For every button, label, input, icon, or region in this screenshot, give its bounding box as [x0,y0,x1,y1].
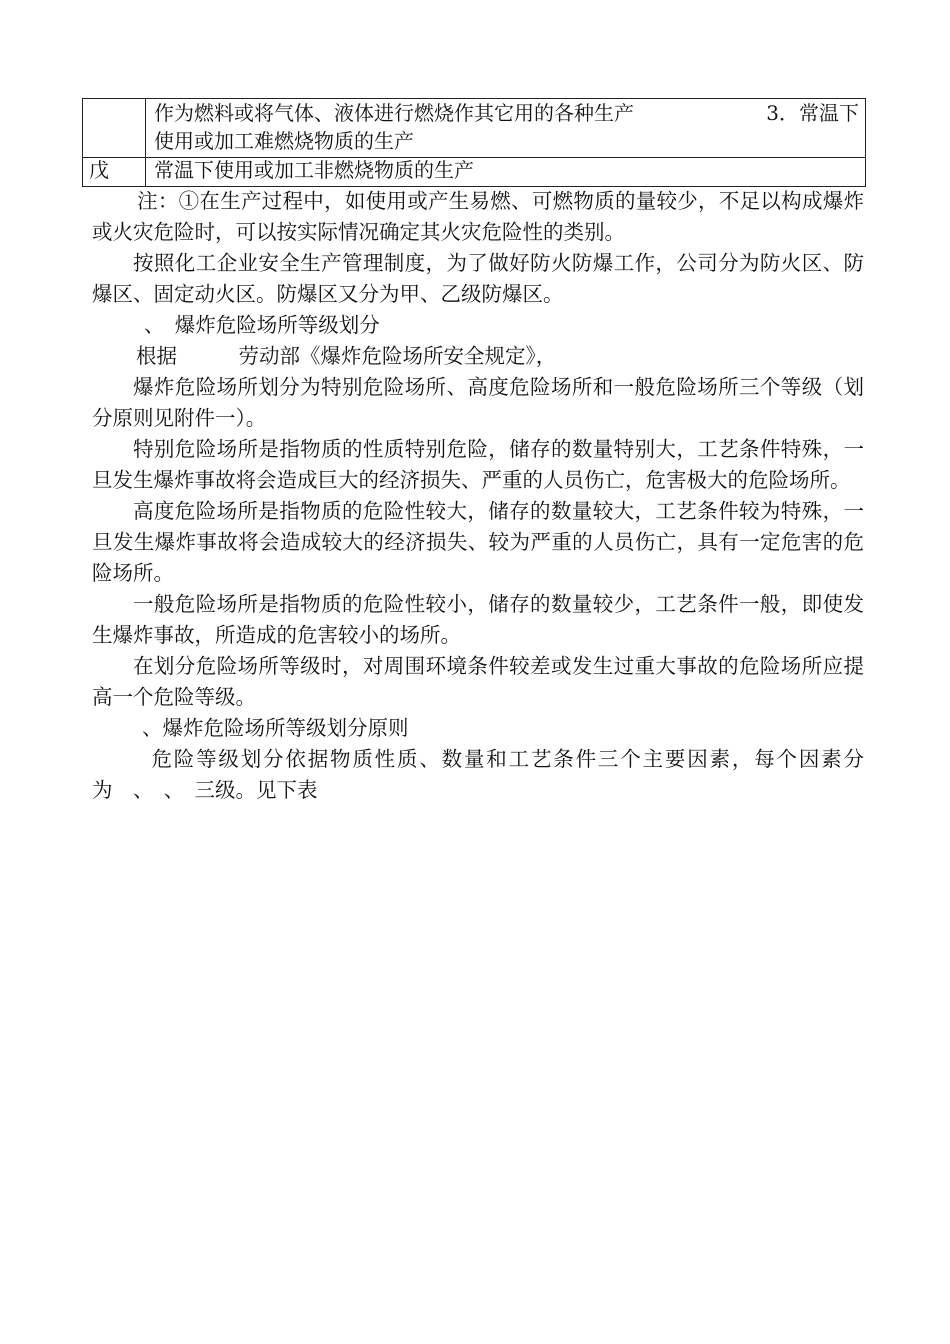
document-body [92,186,864,806]
section-heading: 、爆炸危险场所等级划分原则 [142,716,409,740]
raise-level-paragraph: 在划分危险场所等级时，对周围环境条件较差或发生过重大事故的危险场所应提高一个危险等级。 [92,654,864,709]
description-item-start: 3．常温下 [766,101,859,125]
high-hazard-paragraph: 高度危险场所是指物质的危险性较大，储存的数量较大，工艺条件较为特殊，一旦发生爆炸事故将会造成较大的经济损失、较为严重的人员伤亡，具有一定危害的危险场所。 [92,499,864,585]
hazard-category-cell: 戊 [83,158,146,187]
table-row [83,99,866,158]
special-hazard-paragraph: 特别危险场所是指物质的性质特别危险，储存的数量特别大，工艺条件特殊，一旦发生爆炸事故将会造成巨大的经济损失、严重的人员伤亡，危害极大的危险场所。 [92,437,864,492]
description-text: 作为燃料或将气体、液体进行燃烧作其它用的各种生产 [154,101,634,125]
description-line: 使用或加工难燃烧物质的生产 [154,129,414,153]
general-hazard-paragraph: 一般危险场所是指物质的危险性较小，储存的数量较少，工艺条件一般，即使发生爆炸事故，所造成的危害较小的场所。 [92,592,864,647]
hazard-description-cell [146,99,866,158]
zones-paragraph: 按照化工企业安全生产管理制度，为了做好防火防爆工作，公司分为防火区、防爆区、固定动火区。防爆区又分为甲、乙级防爆区。 [92,251,864,306]
section-heading: 、 爆炸危险场所等级划分 [144,313,380,337]
hazard-category-cell [83,99,146,158]
hazard-description-cell: 常温下使用或加工非燃烧物质的生产 [146,158,866,187]
description-line [154,99,865,127]
fire-hazard-table-fragment [82,98,866,187]
basis-paragraph: 根据 劳动部《爆炸危险场所安全规定》， [136,344,557,368]
note-paragraph: 注：①在生产过程中，如使用或产生易燃、可燃物质的量较少，不足以构成爆炸或火灾危险时，可以按实际情况确定其火灾危险性的类别。 [92,189,864,244]
factors-paragraph: 危险等级划分依据物质性质、数量和工艺条件三个主要因素，每个因素分为 、 、 三级。见下表 [92,747,864,802]
table-row [83,158,866,187]
classification-paragraph: 爆炸危险场所划分为特别危险场所、高度危险场所和一般危险场所三个等级（划分原则见附件一）。 [92,375,864,430]
